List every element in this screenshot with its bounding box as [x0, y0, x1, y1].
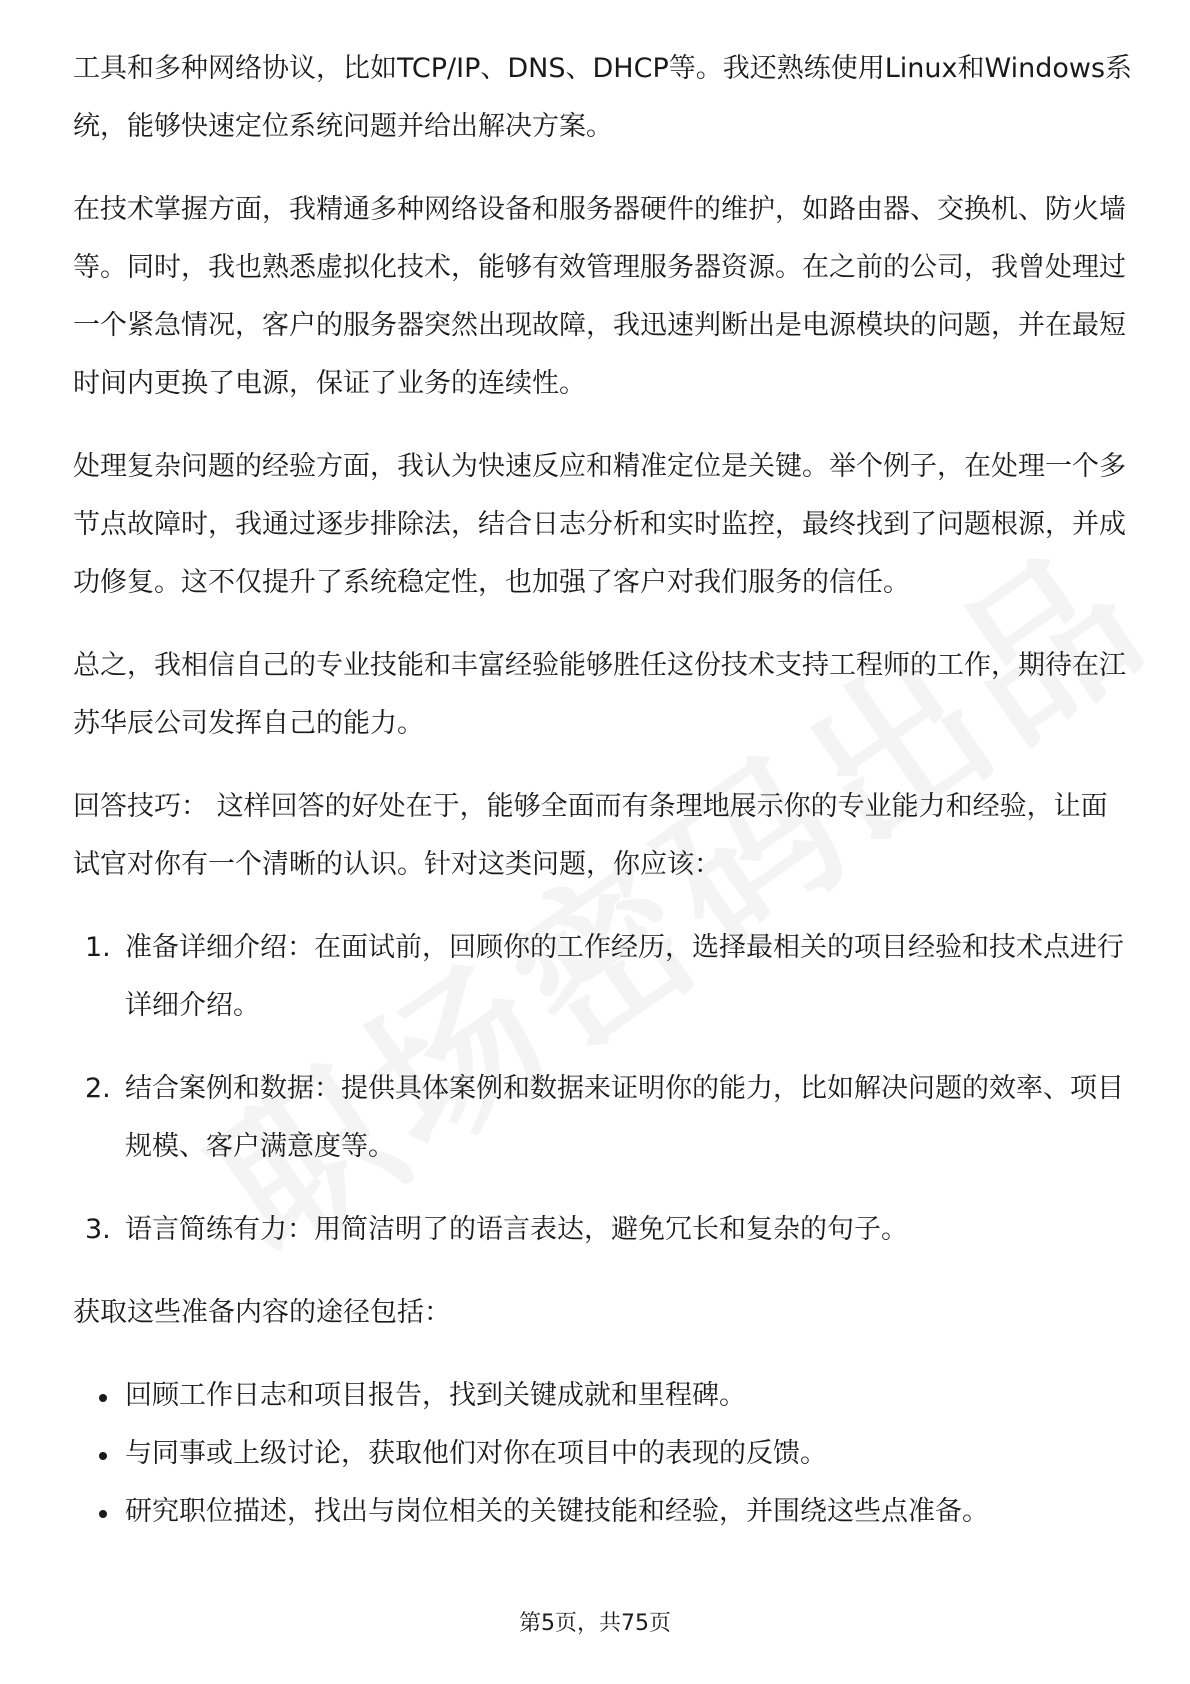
list-number: 2.: [85, 1073, 111, 1104]
list-item: [73, 1483, 1133, 1541]
list-item: [73, 1367, 1133, 1425]
document-body: [73, 40, 1133, 1541]
bullet-icon: [99, 1510, 107, 1518]
list-item-text: 研究职位描述，找出与岗位相关的关键技能和经验，并围绕这些点准备。: [125, 1496, 989, 1527]
paragraph: 处理复杂问题的经验方面，我认为快速反应和精准定位是关键。举个例子，在处理一个多节点故障时，我通过逐步排除法，结合日志分析和实时监控，最终找到了问题根源，并成功修复。这不仅提升了系统稳定性，也加强了客户对我们服务的信任。: [73, 451, 1126, 598]
numbered-list: [73, 919, 1133, 1259]
list-item: [73, 919, 1133, 1035]
paragraph: 在技术掌握方面，我精通多种网络设备和服务器硬件的维护，如路由器、交换机、防火墙等。同时，我也熟悉虚拟化技术，能够有效管理服务器资源。在之前的公司，我曾处理过一个紧急情况，客户的服务器突然出现故障，我迅速判断出是电源模块的问题，并在最短时间内更换了电源，保证了业务的连续性。: [73, 194, 1126, 399]
list-number: 3.: [85, 1214, 111, 1245]
list-number: 1.: [85, 932, 111, 963]
bullet-icon: [99, 1394, 107, 1402]
list-item-text: 语言简练有力：用简洁明了的语言表达，避免冗长和复杂的句子。: [125, 1214, 908, 1245]
answer-tips-paragraph: 回答技巧： 这样回答的好处在于，能够全面而有条理地展示你的专业能力和经验，让面试官对你有一个清晰的认识。针对这类问题，你应该：: [73, 791, 1108, 880]
sources-intro: 获取这些准备内容的途径包括：: [73, 1297, 451, 1328]
bullet-list: [73, 1367, 1133, 1541]
list-item: [73, 1201, 1133, 1259]
list-item: [73, 1425, 1133, 1483]
list-item-text: 与同事或上级讨论，获取他们对你在项目中的表现的反馈。: [125, 1438, 827, 1469]
page-number: 第5页，共75页: [519, 1611, 671, 1636]
paragraph: 工具和多种网络协议，比如TCP/IP、DNS、DHCP等。我还熟练使用Linux和Windows系统，能够快速定位系统问题并给出解决方案。: [73, 53, 1133, 142]
bullet-icon: [99, 1452, 107, 1460]
paragraph: 总之，我相信自己的专业技能和丰富经验能够胜任这份技术支持工程师的工作，期待在江苏华辰公司发挥自己的能力。: [73, 650, 1126, 739]
list-item-text: 回顾工作日志和项目报告，找到关键成就和里程碑。: [125, 1380, 746, 1411]
list-item: [73, 1060, 1133, 1176]
list-item-text: 结合案例和数据：提供具体案例和数据来证明你的能力，比如解决问题的效率、项目规模、客户满意度等。: [125, 1073, 1124, 1162]
list-item-text: 准备详细介绍：在面试前，回顾你的工作经历，选择最相关的项目经验和技术点进行详细介绍。: [125, 932, 1124, 1021]
